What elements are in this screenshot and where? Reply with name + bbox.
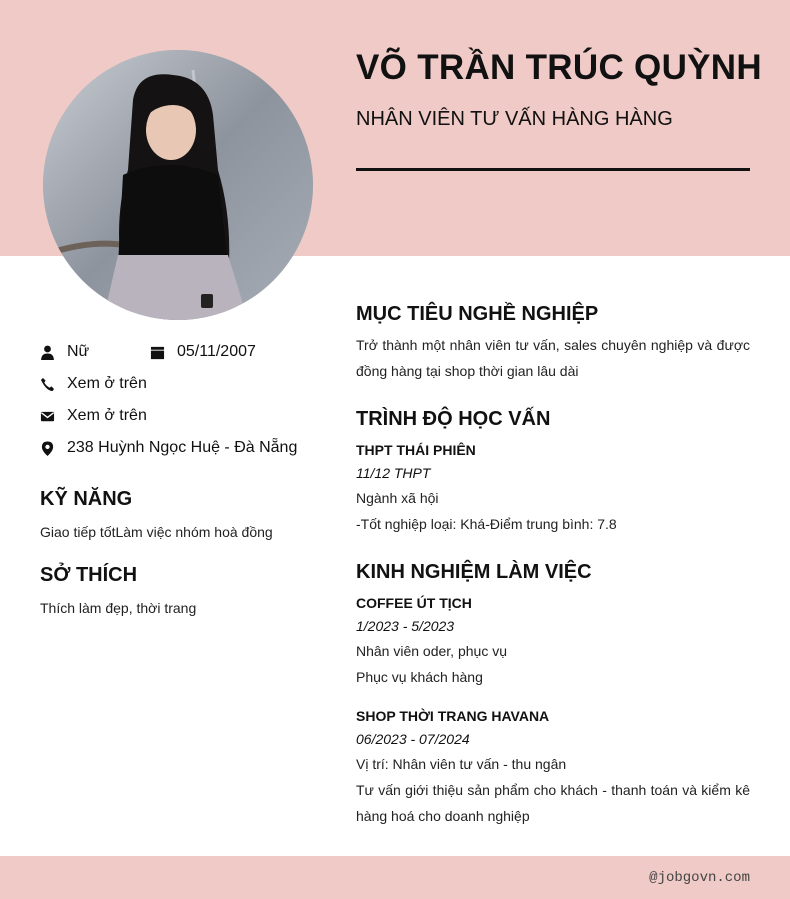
gender-value: Nữ [67, 343, 90, 360]
job-company: SHOP THỜI TRANG HAVANA [356, 708, 550, 724]
location-pin-icon [40, 440, 55, 456]
phone-row [40, 375, 147, 393]
job-description: Tư vấn giới thiệu sản phẩm cho khách - thanh toán và kiểm kê hàng hoá cho doanh nghiệp [356, 782, 750, 824]
education-line: -Tốt nghiệp loại: Khá-Điểm trung bình: 7.8 [356, 516, 617, 532]
job-period: 06/2023 - 07/2024 [356, 731, 470, 747]
title-divider [356, 168, 750, 171]
objective-heading: MỤC TIÊU NGHỀ NGHIỆP [356, 303, 599, 325]
job-line: Phục vụ khách hàng [356, 669, 483, 685]
email-value: Xem ở trên [67, 407, 147, 424]
education-period: 11/12 THPT [356, 465, 431, 481]
education-line: Ngành xã hội [356, 490, 439, 506]
skills-heading: KỸ NĂNG [40, 488, 133, 510]
phone-value: Xem ở trên [67, 375, 147, 392]
job-title: NHÂN VIÊN TƯ VẤN HÀNG HÀNG [356, 108, 673, 130]
objective-text: Trở thành một nhân viên tư vấn, sales chuyên nghiệp và được đồng hàng tại shop thời gian lâu dài [356, 337, 750, 379]
experience-heading: KINH NGHIỆM LÀM VIỆC [356, 561, 592, 583]
calendar-icon [150, 344, 165, 360]
education-heading: TRÌNH ĐỘ HỌC VẤN [356, 408, 551, 430]
phone-icon [40, 376, 55, 392]
gender-row [40, 343, 256, 361]
job-line: Nhân viên oder, phục vụ [356, 643, 507, 659]
dob-group [150, 343, 256, 361]
address-value: 238 Huỳnh Ngọc Huệ - Đà Nẵng [67, 439, 298, 456]
education-school: THPT THÁI PHIÊN [356, 442, 476, 458]
profile-photo [43, 50, 313, 320]
job-period: 1/2023 - 5/2023 [356, 618, 455, 634]
skills-text: Giao tiếp tốtLàm việc nhóm hoà đồng [40, 524, 273, 540]
footer-brand: @jobgovn.com [649, 870, 750, 886]
dob-value: 05/11/2007 [177, 343, 256, 360]
hobbies-heading: SỞ THÍCH [40, 564, 138, 586]
person-icon [40, 344, 55, 360]
job-line: Vị trí: Nhân viên tư vấn - thu ngân [356, 756, 567, 772]
email-row [40, 407, 147, 425]
hobbies-text: Thích làm đẹp, thời trang [40, 600, 197, 616]
address-row [40, 439, 297, 457]
candidate-name: VÕ TRẦN TRÚC QUỲNH [356, 48, 762, 87]
job-company: COFFEE ÚT TỊCH [356, 595, 472, 611]
mail-icon [40, 408, 55, 424]
